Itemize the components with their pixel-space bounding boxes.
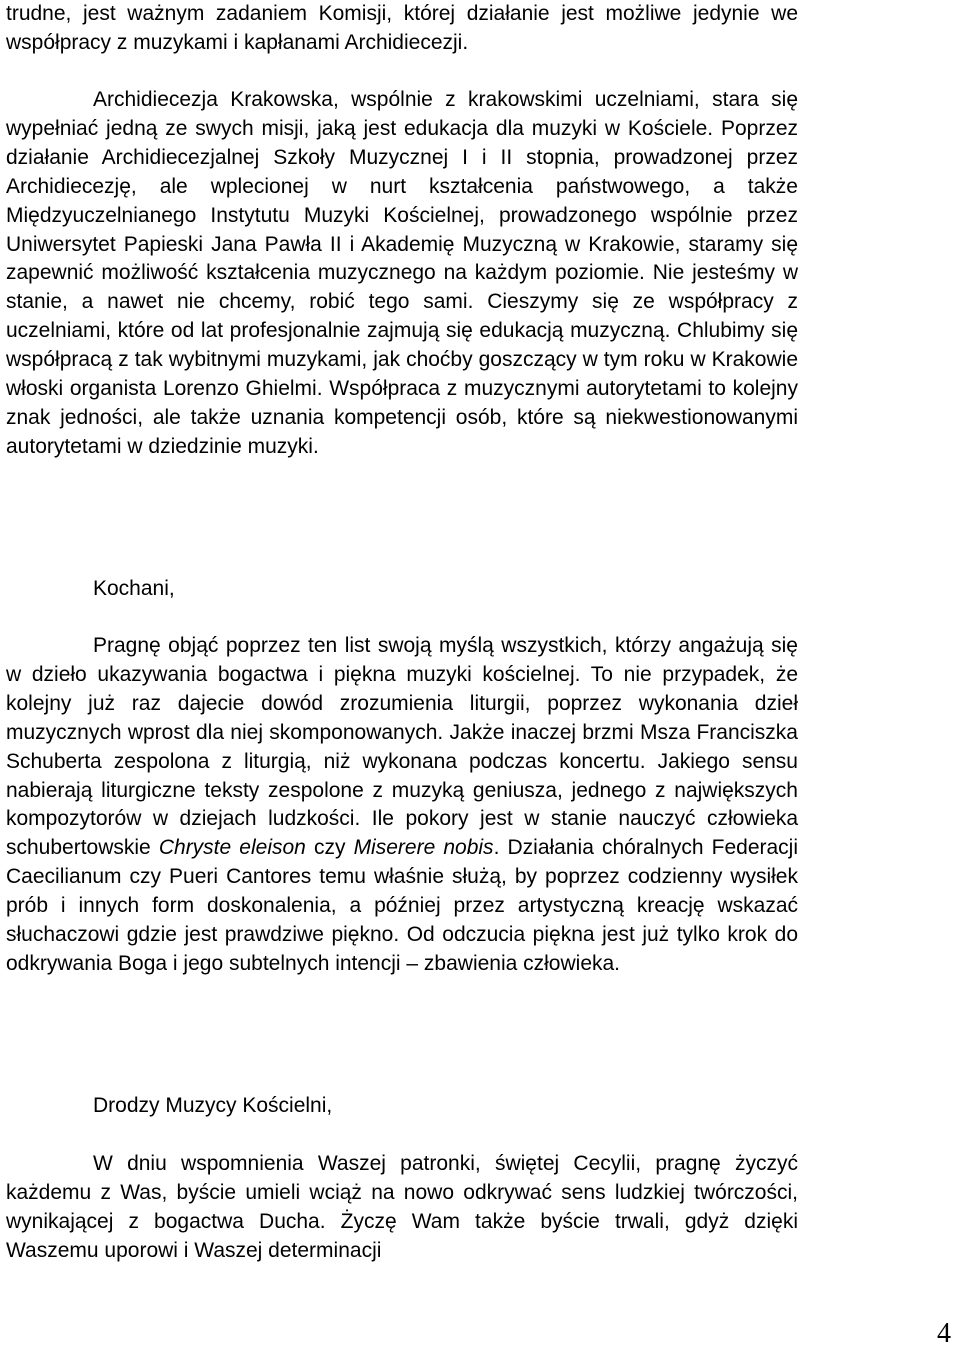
paragraph-liturgy (6, 632, 798, 979)
greeting-kochani: Kochani, (93, 577, 175, 600)
paragraph-liturgy-part-b: czy (313, 836, 346, 860)
greeting-musicians: Drodzy Muzycy Kościelni, (93, 1094, 333, 1117)
paragraph-education: Archidiecezja Krakowska, wspólnie z krakowskimi uczelniami, stara się wypełniać jedną ze swych misji, jaką jest edukacja dla muzyki w Kościele. Poprzez działanie Archidiecezjalnej Szkoły Muzycznej I i II stopnia, prowadzonej przez Archidiecezję, ale wplecionej w nurt kształcenia państwowego, a także Międzyuczelnianego Instytutu Muzyki Kościelnej, prowadzonego wspólnie przez Uniwersytet Papieski Jana Pawła II i Akademię Muzyczną w Krakowie, staramy się zapewnić możliwość kształcenia muzycznego na każdym poziomie. Nie jesteśmy w stanie, a nawet nie chcemy, robić tego sami. Cieszymy się ze współpracy z uczelniami, które od lat profesjonalnie zajmują się edukacją muzyczną. Chlubimy się współpracą z tak wybitnymi muzykami, jak choćby goszczący w tym roku w Krakowie włoski organista Lorenzo Ghielmi. Współpraca z muzycznymi autorytetami to kolejny znak jedności, ale także uznania kompetencji osób, które są niekwestionowanymi autorytetami w dziedzinie muzyki. (6, 88, 798, 458)
page-number: 4 (937, 1318, 951, 1349)
italic-miserere-nobis: Miserere nobis (353, 836, 494, 860)
paragraph-liturgy-part-c: . Działania chóralnych Federacji Caecilianum czy Pueri Cantores temu właśnie służą, by poprzez codzienny wysiłek prób i innych form doskonalenia, a później przez artystyczną kreację wskazać słuchaczowi gdzie jest prawdziwe piękno. Od odczucia piękna jest już tylko krok do odkrywania Boga i jego subtelnych intencji – zbawienia człowieka. (6, 836, 798, 975)
italic-chryste-eleison: Chryste eleison (158, 836, 306, 860)
paragraph-continuation: trudne, jest ważnym zadaniem Komisji, której działanie jest możliwe jedynie we współpracy z muzykami i kapłanami Archidiecezji. (6, 2, 798, 54)
paragraph-liturgy-part-a: Pragnę objąć poprzez ten list swoją myślą wszystkich, którzy angażują się w dzieło ukazywania bogactwa i piękna muzyki kościelnej. To nie przypadek, że kolejny już raz dajecie dowód zrozumienia liturgii, poprzez wykonania dzieł muzycznych wprost dla niej skomponowanych. Jakże inaczej brzmi Msza Franciszka Schuberta zespolona z liturgią, niż wykonana podczas koncertu. Jakiego sensu nabierają liturgiczne teksty zespolone z muzyką geniusza, jednego z największych kompozytorów w dziejach ludzkości. Ile pokory jest w stanie nauczyć człowieka schubertowskie (6, 634, 798, 860)
paragraph-wishes: W dniu wspomnienia Waszej patronki, świętej Cecylii, pragnę życzyć każdemu z Was, byście umieli wciąż na nowo odkrywać sens ludzkiej twórczości, wynikającej z bogactwa Ducha. Życzę Wam także byście trwali, gdyż dzięki Waszemu uporowi i Waszej determinacji (6, 1152, 798, 1262)
